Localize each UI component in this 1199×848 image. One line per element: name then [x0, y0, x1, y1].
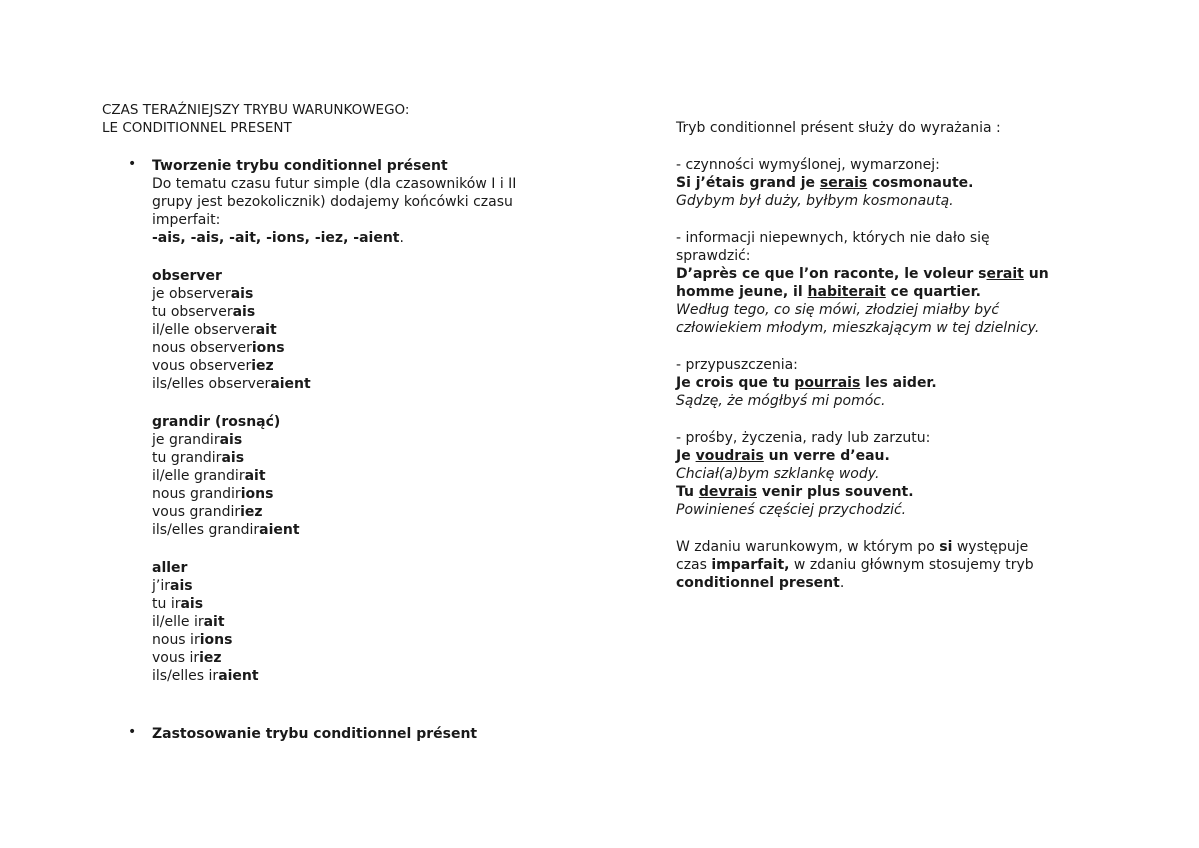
- endings: -ais, -ais, -ait, -ions, -iez, -aient: [152, 230, 400, 246]
- conjugation-row: il/elle irait: [152, 614, 225, 630]
- example-sentence: homme jeune, il habiterait ce quartier.: [676, 284, 981, 300]
- example-sentence: Si j’étais grand je serais cosmonaute.: [676, 175, 974, 191]
- right-intro: Tryb conditionnel présent służy do wyrażania :: [676, 120, 1001, 136]
- section1-heading: Tworzenie trybu conditionnel présent: [152, 158, 448, 174]
- usage-label: - informacji niepewnych, których nie dało się: [676, 230, 990, 246]
- verb-name: aller: [152, 560, 188, 576]
- translation: Gdybym był duży, byłbym kosmonautą.: [676, 193, 954, 209]
- title-line-1: CZAS TERAŹNIEJSZY TRYBU WARUNKOWEGO:: [102, 102, 410, 118]
- conjugation-row: tu grandirais: [152, 450, 245, 466]
- usage-label: - przypuszczenia:: [676, 357, 798, 373]
- usage-label: - prośby, życzenia, rady lub zarzutu:: [676, 430, 931, 446]
- conjugation-row: nous observerions: [152, 340, 285, 356]
- usage-label: sprawdzić:: [676, 248, 751, 264]
- translation: Według tego, co się mówi, złodziej miałby być: [676, 302, 1000, 318]
- conjugation-row: ils/elles iraient: [152, 668, 259, 684]
- conjugation-row: il/elle observerait: [152, 322, 277, 338]
- section1-desc-2: grupy jest bezokolicznik) dodajemy końcówki czasu: [152, 194, 513, 210]
- bullet-icon: •: [128, 156, 137, 172]
- conjugation-row: tu irais: [152, 596, 204, 612]
- title-line-2: LE CONDITIONNEL PRESENT: [102, 120, 292, 136]
- translation: Sądzę, że mógłbyś mi pomóc.: [676, 393, 886, 409]
- verb-name: grandir (rosnąć): [152, 414, 281, 430]
- example-sentence: Je crois que tu pourrais les aider.: [676, 375, 937, 391]
- translation: człowiekiem młodym, mieszkającym w tej dzielnicy.: [676, 320, 1040, 336]
- conjugation-row: tu observerais: [152, 304, 256, 320]
- conjugation-row: j’irais: [152, 578, 193, 594]
- conjugation-row: vous observeriez: [152, 358, 274, 374]
- translation: Powinieneś częściej przychodzić.: [676, 502, 907, 518]
- outro-line-1: W zdaniu warunkowym, w którym po si występuje: [676, 539, 1029, 555]
- example-sentence: Je voudrais un verre d’eau.: [676, 448, 890, 464]
- endings-dot: .: [399, 230, 404, 246]
- example-sentence: Tu devrais venir plus souvent.: [676, 484, 914, 500]
- outro-line-2: czas imparfait, w zdaniu głównym stosujemy tryb: [676, 557, 1034, 573]
- conjugation-row: ils/elles grandiraient: [152, 522, 300, 538]
- conjugation-row: il/elle grandirait: [152, 468, 266, 484]
- conjugation-row: je grandirais: [152, 432, 243, 448]
- section1-desc-3: imperfait:: [152, 212, 221, 228]
- conjugation-row: nous irions: [152, 632, 233, 648]
- section2-heading: Zastosowanie trybu conditionnel présent: [152, 726, 478, 742]
- example-sentence: D’après ce que l’on raconte, le voleur serait un: [676, 266, 1049, 282]
- conjugation-row: je observerais: [152, 286, 254, 302]
- conjugation-row: vous grandiriez: [152, 504, 263, 520]
- usage-label: - czynności wymyślonej, wymarzonej:: [676, 157, 940, 173]
- conjugation-row: nous grandirions: [152, 486, 274, 502]
- translation: Chciał(a)bym szklankę wody.: [676, 466, 880, 482]
- verb-name: observer: [152, 268, 222, 284]
- conjugation-row: ils/elles observeraient: [152, 376, 311, 392]
- endings-line: [152, 229, 404, 247]
- bullet-icon: •: [128, 724, 137, 740]
- outro-line-3: conditionnel present.: [676, 575, 845, 591]
- conjugation-row: vous iriez: [152, 650, 222, 666]
- section1-desc-1: Do tematu czasu futur simple (dla czasowników I i II: [152, 176, 517, 192]
